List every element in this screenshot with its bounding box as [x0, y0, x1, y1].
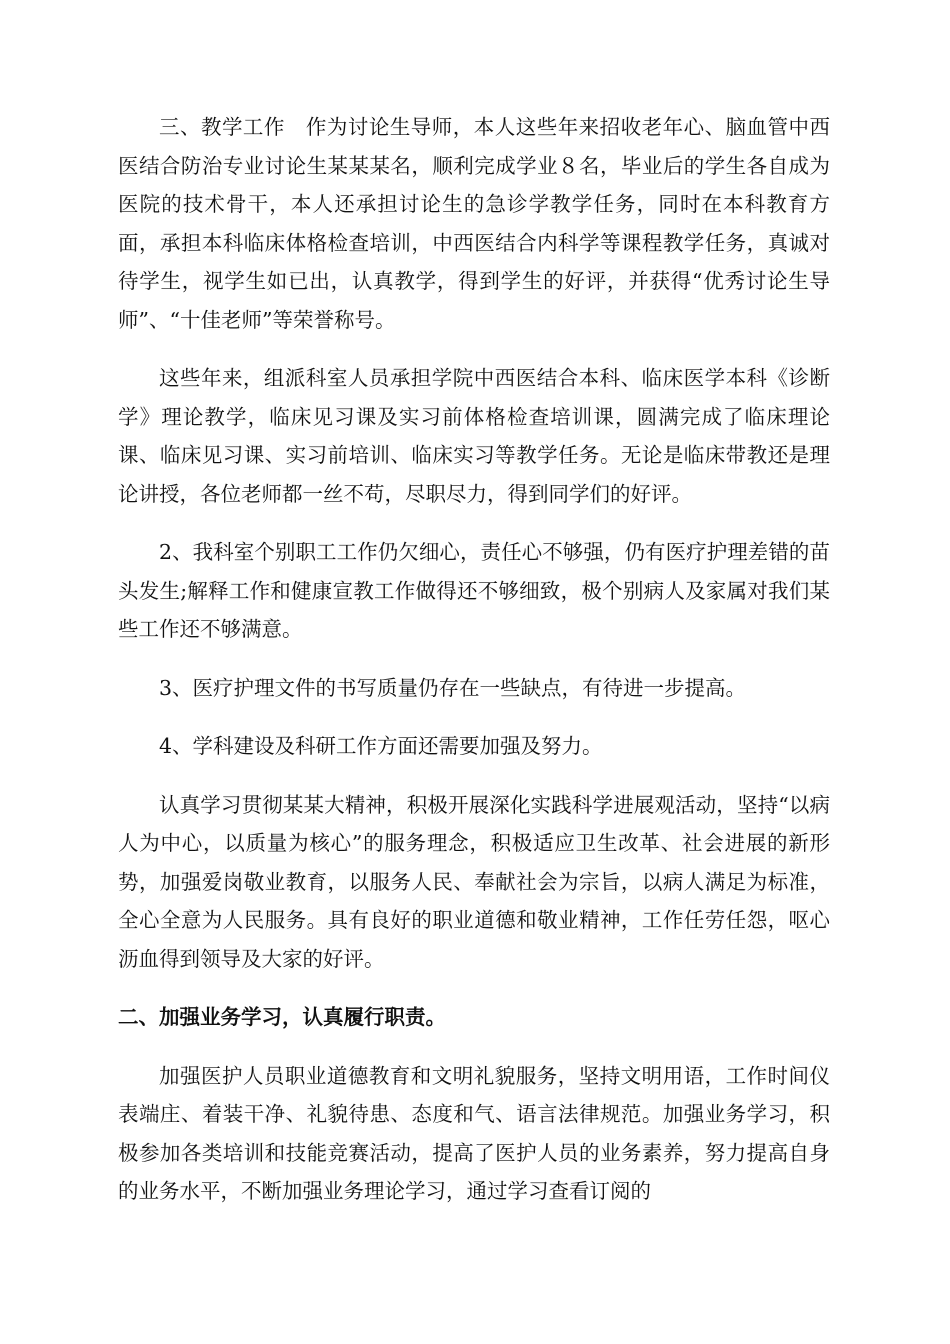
paragraph-department-teaching: 这些年来，组派科室人员承担学院中西医结合本科、临床医学本科《诊断学》理论教学，临床见习课及实习前体格检查培训课，圆满完成了临床理论课、临床见习课、实习前培训、临床实习等教学任务。无论是临床带教还是理论讲授，各位老师都一丝不苟，尽职尽力，得到同学们的好评。 — [118, 366, 830, 506]
paragraph-item-3: 3、医疗护理文件的书写质量仍存在一些缺点，有待进一步提高。 — [159, 675, 747, 700]
section-heading: 二、加强业务学习，认真履行职责。 — [118, 1005, 446, 1029]
paragraph-item-2: 2、我科室个别职工工作仍欠细心，责任心不够强，仍有医疗护理差错的苗头发生;解释工作和健康宣教工作做得还不够细致，极个别病人及家属对我们某些工作还不够满意。 — [118, 540, 830, 641]
paragraph-service-philosophy: 认真学习贯彻某某大精神，积极开展深化实践科学进展观活动，坚持“以病人为中心，以质量为核心”的服务理念，积极适应卫生改革、社会进展的新形势，加强爱岗敬业教育，以服务人民、奉献社会为宗旨，以病人满足为标准，全心全意为人民服务。具有良好的职业道德和敬业精神，工作任劳任怨，呕心沥血得到领导及大家的好评。 — [118, 792, 830, 971]
document-page — [118, 108, 830, 1211]
paragraph-item-4: 4、学科建设及科研工作方面还需要加强及努力。 — [159, 734, 603, 758]
paragraph-teaching-work: 三、教学工作 作为讨论生导师，本人这些年来招收老年心、脑血管中西医结合防治专业讨论生某某某名，顺利完成学业８名，毕业后的学生各自成为医院的技术骨干，本人还承担讨论生的急诊学教学任务，同时在本科教育方面，承担本科临床体格检查培训，中西医结合内科学等课程教学任务，真诚对待学生，视学生如已出，认真教学，得到学生的好评，并获得“优秀讨论生导师”、“十佳老师”等荣誉称号。 — [118, 115, 830, 332]
paragraph-professional-study: 加强医护人员职业道德教育和文明礼貌服务，坚持文明用语，工作时间仪表端庄、着装干净、礼貌待患、态度和气、语言法律规范。加强业务学习，积极参加各类培训和技能竞赛活动，提高了医护人员的业务素养，努力提高自身的业务水平，不断加强业务理论学习，通过学习查看订阅的 — [118, 1063, 830, 1203]
